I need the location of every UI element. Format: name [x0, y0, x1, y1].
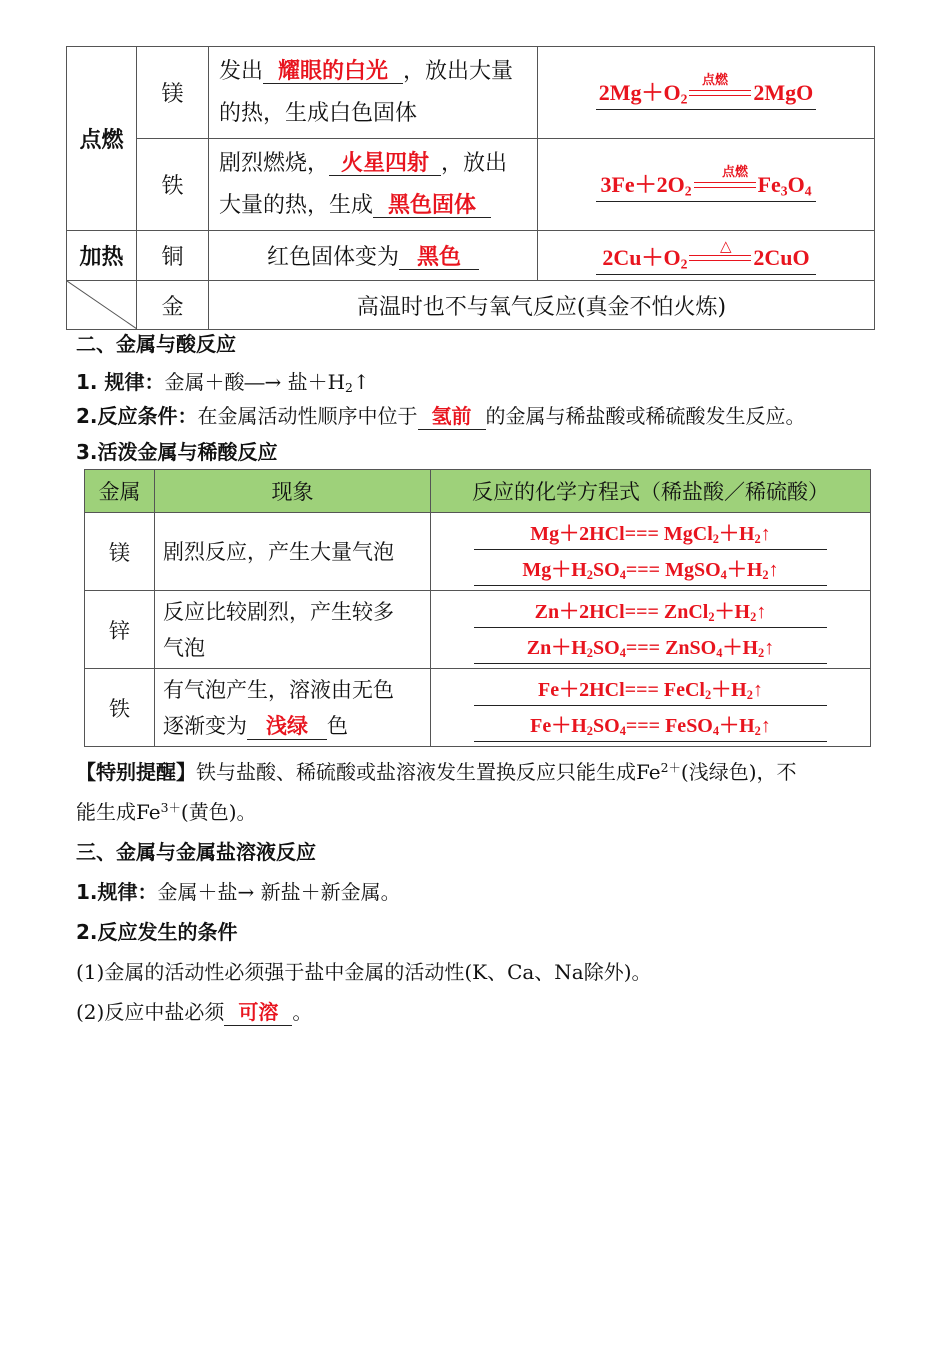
header-equation: 反应的化学方程式（稀盐酸／稀硫酸）: [431, 470, 871, 513]
section2-rule: 1. 规律：金属＋酸―→ 盐$+H_2↑$: [76, 370, 370, 396]
metal-au: 金: [137, 281, 209, 330]
section3-rule: 1.规律：金属＋盐→ 新盐＋新金属。: [76, 880, 401, 904]
mg-phenomenon: 发出 耀眼的白光 ，放出大量 的热，生成白色固体: [209, 47, 538, 139]
acid-eq-zn: $Zn+2HCl=== ZnCl_2+H_2↑$ $Zn+H_2SO_4===$ $ZnSO_4+H_2↑$: [431, 591, 871, 669]
mg-equation: 点燃 $2Mg+O_2$ 2MgO: [538, 47, 875, 139]
cu-phenomenon: 红色固体变为 黑色: [209, 231, 538, 281]
acid-table: [84, 469, 871, 747]
special-note-label: 【特别提醒】: [76, 760, 196, 784]
acid-phen-mg: 剧烈反应，产生大量气泡: [155, 513, 431, 591]
metal-cu: 铜: [137, 231, 209, 281]
special-note-line2: 能生成$Fe^{3+}$(黄色)。: [76, 800, 257, 824]
section3-heading: 三、金属与金属盐溶液反应: [76, 840, 316, 864]
group-heat: 加热: [67, 231, 137, 281]
cu-blank: 黑色: [399, 244, 479, 270]
mg-blank: 耀眼的白光: [263, 58, 403, 84]
acid-metal-mg: 镁: [85, 513, 155, 591]
acid-metal-fe: 铁: [85, 669, 155, 747]
section2-condition: 2.反应条件：在金属活动性顺序中位于 氢前 的金属与稀盐酸或稀硫酸发生反应。: [76, 404, 806, 428]
section2-active-heading: 3.活泼金属与稀酸反应: [76, 440, 278, 464]
fe-equation: 点燃 $3Fe+2O_2$ $Fe_3O_4$: [538, 139, 875, 231]
fe-phenomenon: 剧烈燃烧， 火星四射 ，放出 大量的热，生成 黑色固体: [209, 139, 538, 231]
metal-fe: 铁: [137, 139, 209, 231]
acid-eq-mg: $Mg+2HCl=== MgCl_2+H_2↑$ $Mg+H_2SO_4===$ $MgSO_4+H_2↑$: [431, 513, 871, 591]
fe-blank-2: 黑色固体: [373, 192, 491, 218]
acid-eq-fe: $Fe+2HCl=== FeCl_2+H_2↑$ $Fe+H_2SO_4===$ $FeSO_4+H_2↑$: [431, 669, 871, 747]
special-note-line1: 【特别提醒】铁与盐酸、稀硫酸或盐溶液发生置换反应只能生成$Fe^{2+}$(浅绿色)，不: [76, 760, 797, 784]
acid-phen-fe: 有气泡产生，溶液由无色 逐渐变为 浅绿 色: [155, 669, 431, 747]
section2-heading: 二、金属与酸反应: [76, 332, 236, 356]
metal-mg: 镁: [137, 47, 209, 139]
hydrogen-blank: 氢前: [418, 406, 486, 430]
header-metal: 金属: [85, 470, 155, 513]
cu-equation: △ $2Cu+O_2$ 2CuO: [538, 231, 875, 281]
acid-phen-zn: 反应比较剧烈，产生较多 气泡: [155, 591, 431, 669]
light-green-blank: 浅绿: [247, 715, 327, 740]
group-ignite: 点燃: [67, 47, 137, 231]
section3-cond-1: (1)金属的活动性必须强于盐中金属的活动性(K、Ca、Na除外)。: [76, 960, 652, 984]
acid-metal-zn: 锌: [85, 591, 155, 669]
diagonal-cell: [67, 281, 137, 330]
section3-cond-heading: 2.反应发生的条件: [76, 920, 238, 944]
header-phenomenon: 现象: [155, 470, 431, 513]
fe-blank-1: 火星四射: [329, 150, 441, 176]
au-phenomenon: 高温时也不与氧气反应(真金不怕火炼): [209, 281, 875, 330]
soluble-blank: 可溶: [224, 1002, 292, 1026]
section3-cond-2: (2)反应中盐必须 可溶 。: [76, 1000, 313, 1024]
combustion-table: [66, 46, 875, 330]
